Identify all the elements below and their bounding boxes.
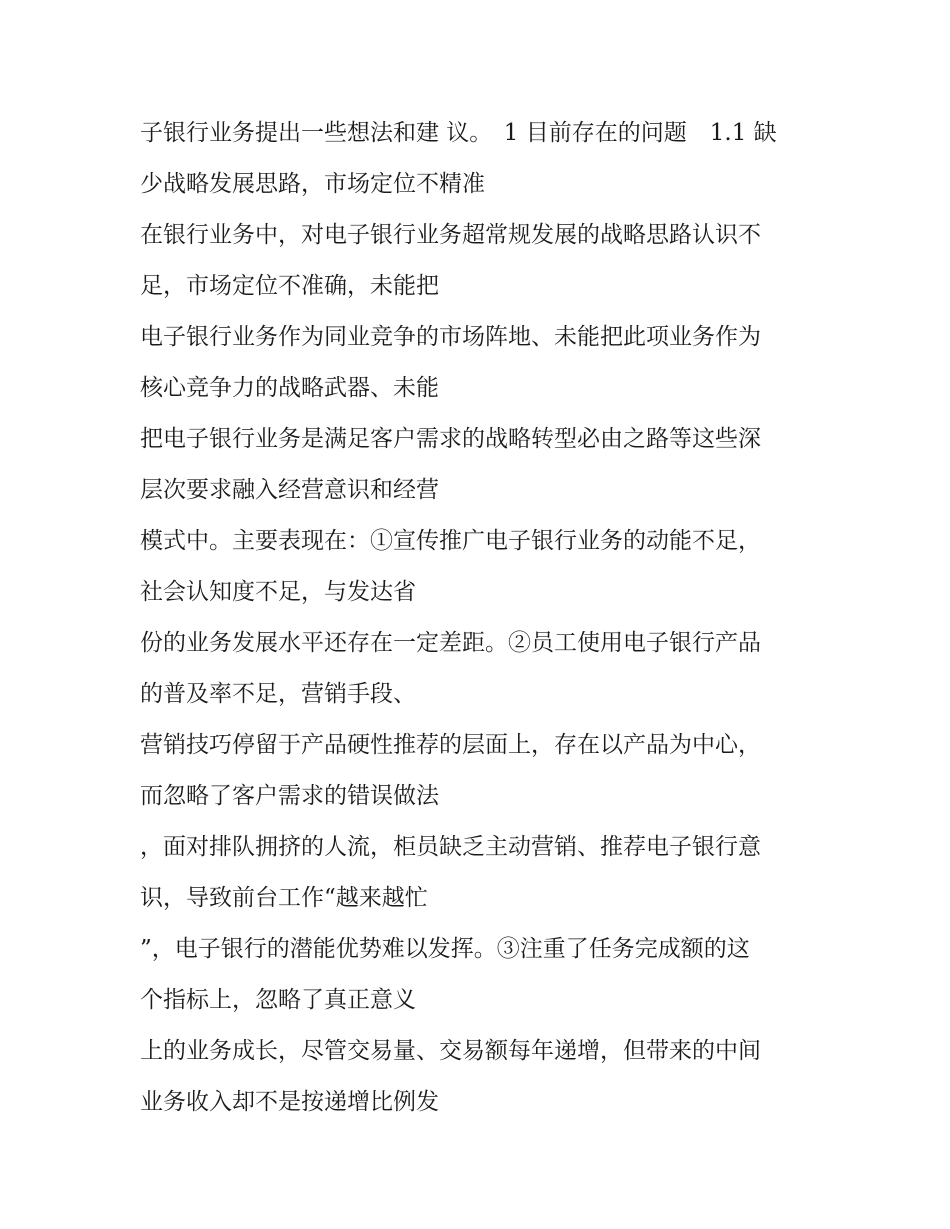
text-line: 的普及率不足，营销手段、: [140, 681, 416, 707]
text-line: 足，市场定位不准确，未能把: [140, 273, 439, 299]
text-line: 社会认知度不足，与发达省: [140, 579, 416, 605]
text-line: ”，电子银行的潜能优势难以发挥。③注重了任务完成额的这: [140, 936, 750, 962]
text-line: 子银行业务提出一些想法和建 议。 1 目前存在的问题 1.1 缺: [140, 120, 777, 146]
text-line: 营销技巧停留于产品硬性推荐的层面上，存在以产品为中心，: [140, 732, 761, 758]
text-line: 份的业务发展水平还存在一定差距。②员工使用电子银行产品: [140, 630, 761, 656]
text-line: 上的业务成长，尽管交易量、交易额每年递增，但带来的中间: [140, 1038, 761, 1064]
text-line: 少战略发展思路，市场定位不精准: [140, 171, 485, 197]
text-line: 电子银行业务作为同业竞争的市场阵地、未能把此项业务作为: [140, 324, 761, 350]
body-text: [140, 108, 830, 1128]
text-line: 核心竞争力的战略武器、未能: [140, 375, 439, 401]
text-line: 层次要求融入经营意识和经营: [140, 477, 439, 503]
text-line: 把电子银行业务是满足客户需求的战略转型必由之路等这些深: [140, 426, 761, 452]
text-line: 模式中。主要表现在：①宣传推广电子银行业务的动能不足，: [140, 528, 761, 554]
text-line: 在银行业务中，对电子银行业务超常规发展的战略思路认识不: [140, 222, 761, 248]
text-line: 个指标上，忽略了真正意义: [140, 987, 416, 1013]
text-line: 业务收入却不是按递增比例发: [140, 1089, 439, 1115]
text-line: 识，导致前台工作“越来越忙: [140, 885, 428, 911]
text-line: 而忽略了客户需求的错误做法: [140, 783, 439, 809]
text-line: ，面对排队拥挤的人流，柜员缺乏主动营销、推荐电子银行意: [140, 834, 761, 860]
